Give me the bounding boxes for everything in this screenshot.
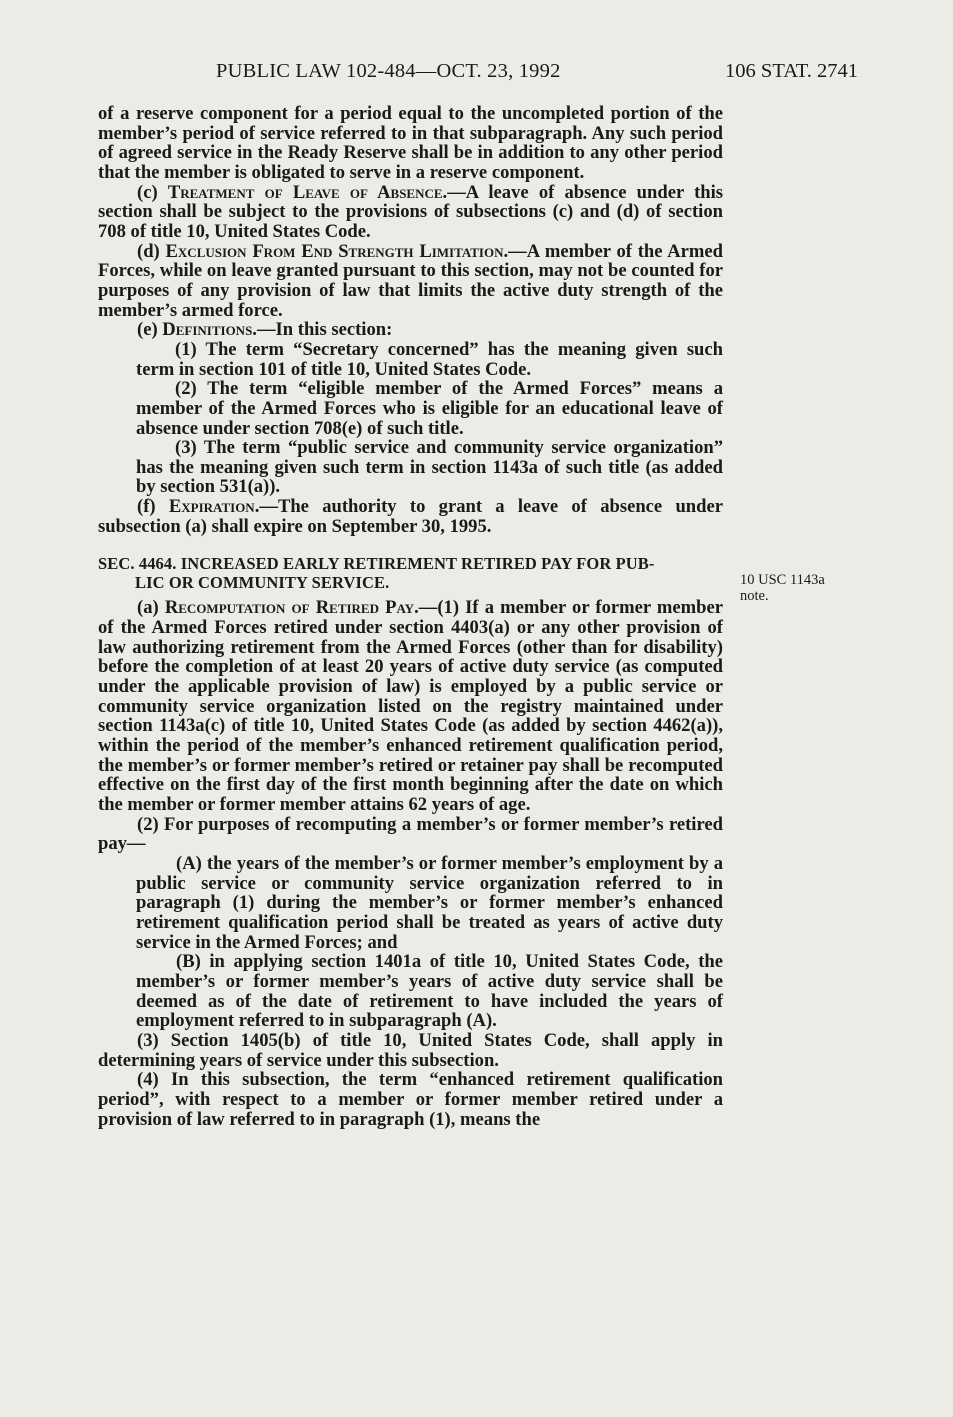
definition-paragraph-2: (2) The term “eligible member of the Armed Forces” means a member of the Armed Forces who is eligible for an educational leave of absence under section 708(e) of such title. — [136, 378, 723, 439]
subsection-e-text: —In this section: — [256, 319, 393, 341]
paragraph-4: (4) In this subsection, the term “enhanced retirement qualification period”, with respect to a member or former member retired under a provision of law referred to in paragraph (1), means the — [98, 1069, 723, 1130]
subsection-d-heading: Exclusion From End Strength Limitation. — [165, 240, 509, 262]
subsection-c-label: (c) — [137, 181, 168, 203]
paragraph-3: (3) Section 1405(b) of title 10, United States Code, shall apply in determining years of service under this subsection. — [98, 1029, 723, 1071]
subsection-e-label: (e) — [137, 319, 163, 341]
section-subsection-a — [98, 598, 723, 814]
subsection-c-heading: Treatment of Leave of Absence. — [167, 181, 448, 203]
subsection-f-heading: Expiration. — [168, 496, 260, 518]
subsection-d-text: —A member of the Armed Forces, while on leave granted pursuant to this section, may not be counted for purposes of any provision of law that limits the active duty strength of the member’s armed force. — [98, 240, 724, 321]
subparagraph-A: (A) the years of the member’s or former member’s employment by a public service or community service organization referred to in paragraph (1) during the member’s or former member’s enhanced retirement qualification period shall be treated as years of active duty service in the Armed Forces; and — [136, 852, 723, 953]
section-heading-line-1: SEC. 4464. INCREASED EARLY RETIREMENT RETIRED PAY FOR PUB- — [98, 554, 655, 574]
paragraph-2: (2) For purposes of recomputing a member’s or former member’s retired pay— — [98, 813, 723, 855]
subsection-c-text: —A leave of absence under this section shall be subject to the provisions of subsections (c) and (d) of section 708 of title 10, United States Code. — [98, 181, 723, 242]
section-heading — [98, 554, 723, 592]
margin-note — [740, 572, 825, 604]
section-heading-line-2: LIC OR COMMUNITY SERVICE. — [135, 573, 390, 593]
body-text — [98, 104, 723, 1129]
subparagraph-B: (B) in applying section 1401a of title 10, United States Code, the member’s or former member’s years of active duty service shall be deemed as of the date of retirement to have included the years of employment referred to in subparagraph (A). — [136, 951, 723, 1032]
subsection-e-heading: Definitions. — [162, 319, 257, 341]
subsection-f-text: —The authority to grant a leave of absence under subsection (a) shall expire on September 30, 1995. — [98, 496, 723, 537]
definition-paragraph-3: (3) The term “public service and community service organization” has the meaning given such term in section 1143a of such title (as added by section 531(a)). — [136, 437, 723, 498]
subsection-d-label: (d) — [137, 240, 166, 262]
subsection-f — [98, 497, 723, 536]
subsection-c — [98, 183, 723, 242]
running-header — [98, 60, 858, 90]
definition-paragraph-1: (1) The term “Secretary concerned” has the meaning given such term in section 101 of title 10, United States Code. — [136, 338, 723, 380]
header-page-number: 106 STAT. 2741 — [725, 60, 858, 82]
subsection-e — [98, 320, 723, 340]
section-subsection-a-heading: Recomputation of Retired Pay. — [164, 597, 419, 619]
section-subsection-a-label: (a) — [137, 597, 165, 619]
margin-note-label: note. — [740, 588, 769, 604]
section-subsection-a-text: —(1) If a member or former member of the Armed Forces retired under section 4403(a) or any other provision of law authorizing retirement from the Armed Forces (other than for disability) before the completion of at least 20 years of active duty service (as computed under the applicable provision of law) is employed by a public service or community service organization listed on the registry maintained under section 1143a(c) of title 10, United States Code (as added by section 4462(a)), within the period of the member’s enhanced retirement qualification period, the member’s or former member’s retired or retainer pay shall be recomputed effective on the first day of the first month beginning after the date on which the member or former member attains 62 years of age. — [98, 597, 723, 815]
margin-note-citation: 10 USC 1143a — [740, 572, 825, 588]
header-law-citation: PUBLIC LAW 102-484—OCT. 23, 1992 — [216, 60, 561, 82]
continuation-paragraph: of a reserve component for a period equal to the uncompleted portion of the member’s period of service referred to in that subparagraph. Any such period of agreed service in the Ready Reserve shall be in addition to any other period that the member is obligated to serve in a reserve component. — [98, 103, 723, 183]
subsection-f-label: (f) — [137, 496, 169, 518]
subsection-d — [98, 242, 723, 321]
